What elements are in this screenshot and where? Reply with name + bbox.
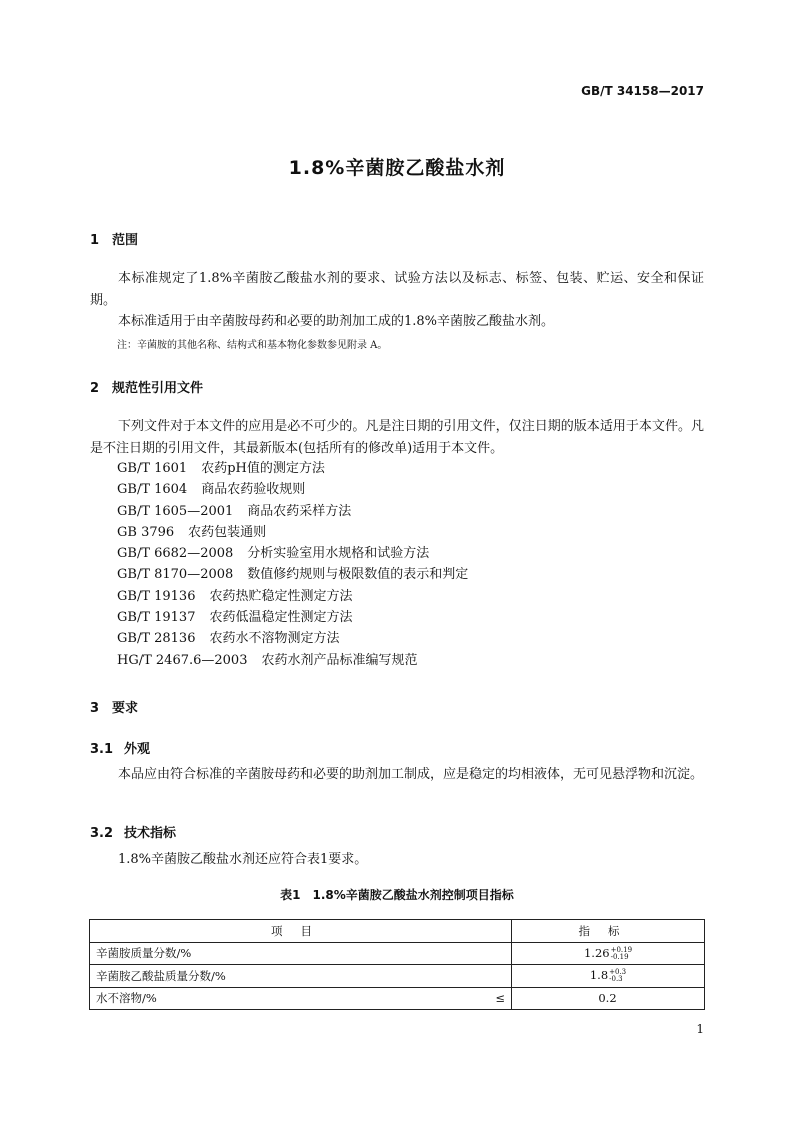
reference-code: GB/T 6682—2008 [117, 546, 234, 562]
section-number: 1 [90, 233, 100, 248]
reference-title: 分析实验室用水规格和试验方法 [247, 546, 430, 562]
reference-item [117, 607, 468, 628]
reference-item [117, 458, 468, 479]
row-item [90, 965, 512, 988]
reference-title: 商品农药验收规则 [201, 482, 306, 498]
row-item [90, 942, 512, 965]
table-row [90, 965, 705, 988]
reference-item [117, 650, 468, 671]
page-number: 1 [696, 1022, 704, 1036]
section-1-heading [90, 229, 138, 248]
reference-title: 商品农药采样方法 [247, 503, 352, 519]
reference-item [117, 501, 468, 522]
reference-code: HG/T 2467.6—2003 [117, 652, 248, 668]
section-title: 范围 [112, 233, 139, 248]
document-title: 1.8%辛菌胺乙酸盐水剂 [288, 157, 506, 179]
section-title: 外观 [124, 742, 151, 757]
reference-title: 农药pH值的测定方法 [201, 461, 325, 476]
tolerance [609, 969, 626, 983]
table-header-row [90, 920, 705, 943]
reference-code: GB/T 1601 [117, 461, 188, 476]
tolerance-plus: +0.19 [610, 945, 633, 954]
reference-title: 农药热贮稳定性测定方法 [209, 588, 353, 604]
reference-item [117, 479, 468, 500]
section-3-1-heading [90, 738, 150, 757]
tolerance-minus: -0.19 [610, 952, 629, 961]
section-number: 2 [90, 381, 100, 396]
reference-code: GB/T 19137 [117, 610, 196, 626]
reference-item [117, 564, 468, 585]
reference-list [117, 458, 468, 671]
reference-title: 农药低温稳定性测定方法 [209, 610, 353, 626]
reference-code: GB/T 28136 [117, 631, 196, 647]
tolerance-minus: -0.3 [609, 975, 623, 984]
row-item [90, 987, 512, 1010]
section-2-heading [90, 377, 203, 396]
table-row [90, 987, 705, 1010]
header-item: 项目 [90, 920, 512, 943]
row-value [512, 942, 705, 965]
references-intro: 下列文件对于本文件的应用是必不可少的。凡是注日期的引用文件，仅注日期的版本适用于本文件。凡是不注日期的引用文件，其最新版本(包括所有的修改单)适用于本文件。 [90, 419, 704, 456]
value-number: 1.8 [589, 968, 609, 983]
spec-table [89, 919, 705, 1010]
item-label: 辛菌胺质量分数/% [96, 946, 192, 961]
scope-note: 注：辛菌胺的其他名称、结构式和基本物化参数参见附录 A。 [117, 340, 388, 351]
section-number: 3.2 [90, 826, 114, 841]
value-number: 1.26 [583, 945, 610, 960]
reference-item [117, 522, 468, 543]
technical-index-paragraph: 1.8%辛菌胺乙酸盐水剂还应符合表1要求。 [118, 852, 368, 867]
header-value: 指标 [512, 920, 705, 943]
item-label: 水不溶物/% [96, 991, 157, 1006]
section-title: 要求 [112, 701, 139, 716]
reference-code: GB/T 1605—2001 [117, 503, 234, 519]
reference-code: GB/T 1604 [117, 482, 188, 498]
reference-title: 农药包装通则 [188, 524, 267, 540]
section-3-heading [90, 697, 138, 716]
reference-title: 农药水不溶物测定方法 [209, 631, 340, 647]
value-number: 0.2 [598, 991, 617, 1006]
reference-item [117, 586, 468, 607]
section-number: 3 [90, 701, 100, 716]
scope-paragraph-1: 本标准规定了1.8%辛菌胺乙酸盐水剂的要求、试验方法以及标志、标签、包装、贮运、安全和保证期。 [90, 271, 704, 308]
row-value [512, 965, 705, 988]
standard-code: GB/T 34158—2017 [581, 84, 704, 98]
table-caption: 表1 1.8%辛菌胺乙酸盐水剂控制项目指标 [280, 888, 514, 902]
section-title: 规范性引用文件 [112, 381, 204, 396]
section-title: 技术指标 [124, 826, 177, 841]
section-number: 3.1 [90, 742, 114, 757]
comparison-symbol: ≤ [495, 990, 505, 1005]
table-row [90, 942, 705, 965]
reference-item [117, 543, 468, 564]
scope-paragraph-2: 本标准适用于由辛菌胺母药和必要的助剂加工成的1.8%辛菌胺乙酸盐水剂。 [118, 314, 555, 329]
appearance-paragraph: 本品应由符合标准的辛菌胺母药和必要的助剂加工制成，应是稳定的均相液体，无可见悬浮物和沉淀。 [118, 767, 704, 782]
reference-code: GB 3796 [117, 524, 175, 540]
reference-title: 农药水剂产品标准编写规范 [261, 652, 418, 668]
item-label: 辛菌胺乙酸盐质量分数/% [96, 968, 226, 983]
reference-code: GB/T 8170—2008 [117, 567, 234, 583]
tolerance [611, 947, 632, 961]
tolerance-plus: +0.3 [609, 968, 627, 977]
reference-item [117, 628, 468, 649]
reference-code: GB/T 19136 [117, 588, 196, 604]
reference-title: 数值修约规则与极限数值的表示和判定 [247, 567, 469, 583]
section-3-2-heading [90, 822, 176, 841]
row-value [512, 987, 705, 1010]
